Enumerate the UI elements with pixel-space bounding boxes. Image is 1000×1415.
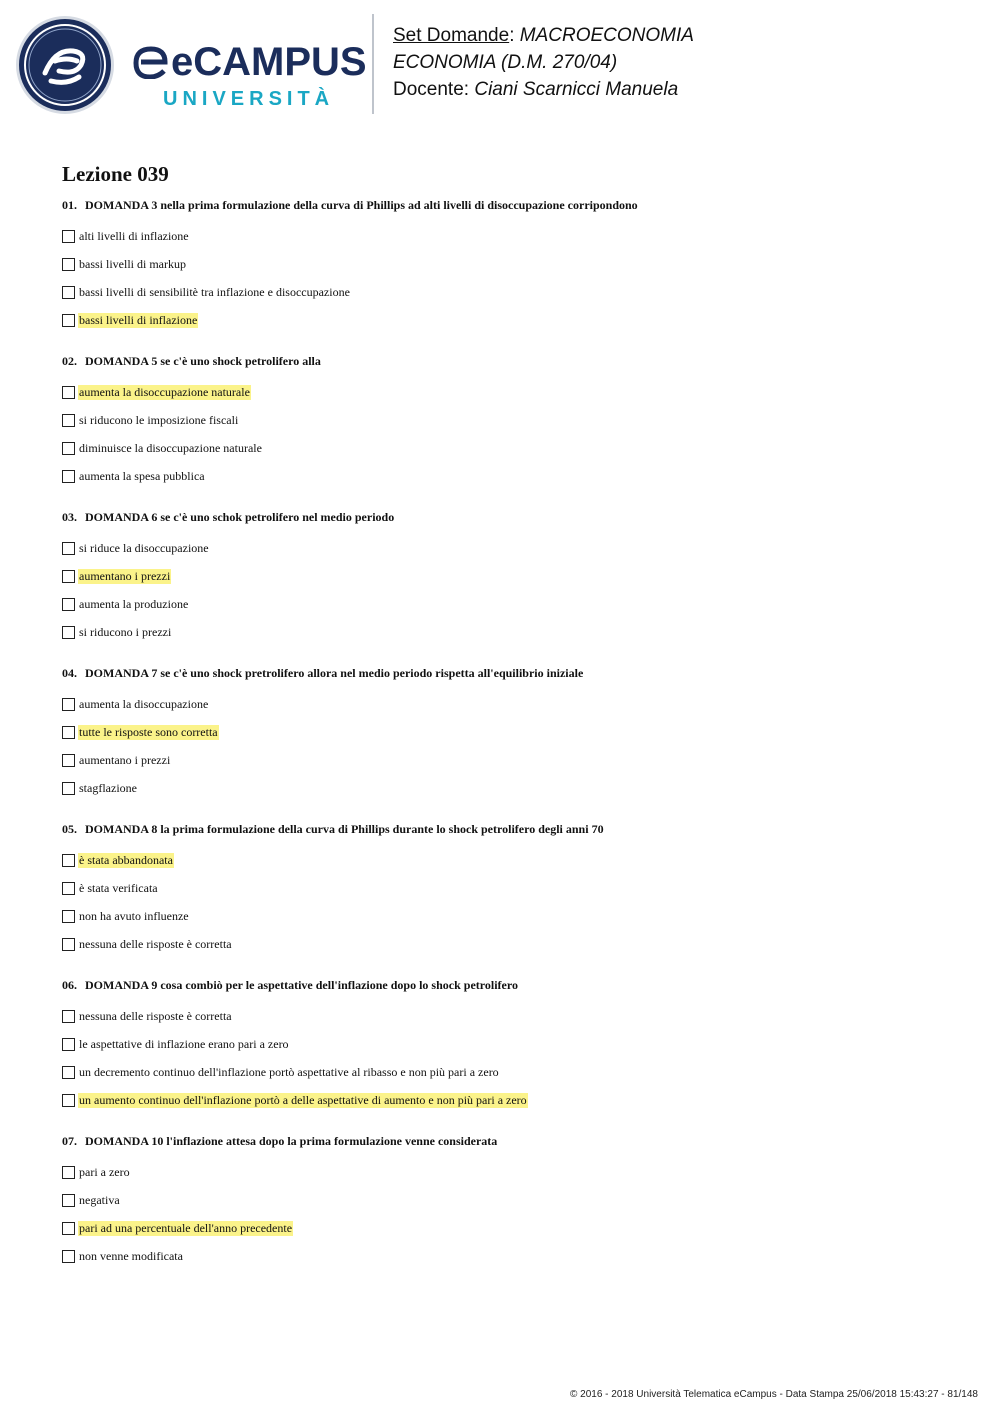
answer-checkbox[interactable] (62, 258, 75, 271)
answer-text: non venne modificata (79, 1248, 183, 1263)
answer-text: aumenta la disoccupazione (79, 696, 209, 711)
answer-text-highlighted: è stata abbandonata (79, 852, 173, 867)
answer-checkbox[interactable] (62, 286, 75, 299)
answer-checkbox[interactable] (62, 570, 75, 583)
answer-checkbox[interactable] (62, 726, 75, 739)
answer-option[interactable] (62, 1158, 962, 1186)
set-value: MACROECONOMIA (519, 25, 694, 46)
answer-option[interactable] (62, 278, 962, 306)
set-label: Set Domande (393, 25, 510, 46)
question-text: DOMANDA 6 se c'è uno schok petrolifero nel medio periodo (85, 510, 395, 524)
answer-checkbox[interactable] (62, 626, 75, 639)
teacher-line: Docente: Ciani Scarnicci Manuela (393, 79, 679, 100)
answer-text-highlighted: aumenta la disoccupazione naturale (79, 384, 250, 399)
answer-text: bassi livelli di markup (79, 256, 186, 271)
question-block (62, 1133, 962, 1270)
lesson-title: Lezione 039 (62, 162, 169, 186)
question-title (62, 197, 962, 213)
answer-option[interactable] (62, 406, 962, 434)
answer-text-highlighted: aumentano i prezzi (79, 568, 171, 583)
answer-option[interactable] (62, 930, 962, 958)
answer-text: nessuna delle risposte è corretta (79, 1008, 232, 1023)
answer-checkbox[interactable] (62, 1010, 75, 1023)
answer-option[interactable] (62, 434, 962, 462)
question-number: 02. (62, 354, 77, 368)
answer-option[interactable] (62, 874, 962, 902)
answer-option[interactable] (62, 590, 962, 618)
answer-option[interactable] (62, 1242, 962, 1270)
answer-text: pari a zero (79, 1164, 130, 1179)
answer-text-highlighted: pari ad una percentuale dell'anno precedente (79, 1220, 293, 1235)
question-text: DOMANDA 9 cosa combiò per le aspettative dell'inflazione dopo lo shock petrolifero (85, 978, 518, 992)
header-info (393, 22, 694, 103)
question-number: 03. (62, 510, 77, 524)
answer-option[interactable] (62, 846, 962, 874)
answer-option[interactable] (62, 718, 962, 746)
answer-checkbox[interactable] (62, 782, 75, 795)
question-text: DOMANDA 8 la prima formulazione della curva di Phillips durante lo shock petrolifero degli anni 70 (85, 822, 604, 836)
ecampus-wordmark (133, 40, 367, 111)
answer-option[interactable] (62, 1030, 962, 1058)
answer-text: si riducono le imposizione fiscali (79, 412, 239, 427)
answer-text-highlighted: bassi livelli di inflazione (79, 312, 198, 327)
question-block (62, 353, 962, 490)
teacher-value: Ciani Scarnicci Manuela (474, 79, 679, 100)
question-title (62, 821, 962, 837)
course-name: ECONOMIA (D.M. 270/04) (393, 52, 618, 73)
answer-text: si riducono i prezzi (79, 624, 172, 639)
answer-checkbox[interactable] (62, 1038, 75, 1051)
answer-text-highlighted: tutte le risposte sono corretta (79, 724, 218, 739)
answer-checkbox[interactable] (62, 754, 75, 767)
answer-option[interactable] (62, 1058, 962, 1086)
answer-text-highlighted: un aumento continuo dell'inflazione portò a delle aspettative di aumento e non più pari a zero (79, 1092, 527, 1107)
answer-option[interactable] (62, 1086, 962, 1114)
answer-text: aumentano i prezzi (79, 752, 171, 767)
answer-option[interactable] (62, 1002, 962, 1030)
answer-text: un decremento continuo dell'inflazione portò aspettative al ribasso e non più pari a zero (79, 1064, 499, 1079)
answer-text: le aspettative di inflazione erano pari a zero (79, 1036, 289, 1051)
question-title (62, 665, 962, 681)
answer-checkbox[interactable] (62, 1066, 75, 1079)
answer-checkbox[interactable] (62, 910, 75, 923)
answer-checkbox[interactable] (62, 470, 75, 483)
course-line (393, 49, 694, 76)
answer-option[interactable] (62, 774, 962, 802)
header-divider (372, 14, 374, 114)
question-block (62, 665, 962, 802)
answer-checkbox[interactable] (62, 1166, 75, 1179)
answer-text: nessuna delle risposte è corretta (79, 936, 232, 951)
answer-checkbox[interactable] (62, 938, 75, 951)
answer-checkbox[interactable] (62, 542, 75, 555)
answer-checkbox[interactable] (62, 882, 75, 895)
answer-checkbox[interactable] (62, 414, 75, 427)
answer-option[interactable] (62, 378, 962, 406)
answer-text: aumenta la spesa pubblica (79, 468, 205, 483)
question-number: 06. (62, 978, 77, 992)
answer-text: è stata verificata (79, 880, 158, 895)
question-block (62, 509, 962, 646)
answer-checkbox[interactable] (62, 598, 75, 611)
question-text: DOMANDA 7 se c'è uno shock pretrolifero allora nel medio periodo rispetta all'equilibrio iniziale (85, 666, 584, 680)
answer-option[interactable] (62, 462, 962, 490)
answer-text: negativa (79, 1192, 120, 1207)
set-line: Set Domande: MACROECONOMIA (393, 25, 694, 46)
question-number: 01. (62, 198, 77, 212)
question-text: DOMANDA 5 se c'è uno shock petrolifero alla (85, 354, 321, 368)
answer-option[interactable] (62, 562, 962, 590)
question-title (62, 509, 962, 525)
brand-subtext: UNIVERSITÀ (163, 88, 335, 110)
answer-checkbox[interactable] (62, 230, 75, 243)
ecampus-seal-logo (15, 15, 115, 115)
answer-text: diminuisce la disoccupazione naturale (79, 440, 262, 455)
answer-text: stagflazione (79, 780, 137, 795)
answer-checkbox[interactable] (62, 1094, 75, 1107)
answer-checkbox[interactable] (62, 698, 75, 711)
answer-option[interactable] (62, 746, 962, 774)
teacher-label: Docente (393, 79, 464, 100)
answer-text: bassi livelli di sensibilitè tra inflazione e disoccupazione (79, 284, 350, 299)
question-text: DOMANDA 10 l'inflazione attesa dopo la prima formulazione venne considerata (85, 1134, 498, 1148)
answer-option[interactable] (62, 534, 962, 562)
question-text: DOMANDA 3 nella prima formulazione della curva di Phillips ad alti livelli di disoccupazione corripondono (85, 198, 638, 212)
question-block (62, 821, 962, 958)
question-title (62, 977, 962, 993)
question-number: 07. (62, 1134, 77, 1148)
question-title (62, 1133, 962, 1149)
question-number: 04. (62, 666, 77, 680)
answer-text: si riduce la disoccupazione (79, 540, 209, 555)
answer-checkbox[interactable] (62, 1194, 75, 1207)
answer-checkbox[interactable] (62, 314, 75, 327)
question-block (62, 197, 962, 334)
answer-option[interactable] (62, 1214, 962, 1242)
answer-checkbox[interactable] (62, 854, 75, 867)
answer-checkbox[interactable] (62, 1222, 75, 1235)
answer-checkbox[interactable] (62, 1250, 75, 1263)
footer-text: © 2016 - 2018 Università Telematica eCampus - Data Stampa 25/06/2018 15:43:27 - 81/148 (570, 1389, 978, 1400)
answer-option[interactable] (62, 1186, 962, 1214)
question-block (62, 977, 962, 1114)
answer-text: aumenta la produzione (79, 596, 189, 611)
question-number: 05. (62, 822, 77, 836)
answer-checkbox[interactable] (62, 386, 75, 399)
question-list (62, 197, 962, 1289)
answer-option[interactable] (62, 306, 962, 334)
answer-checkbox[interactable] (62, 442, 75, 455)
answer-option[interactable] (62, 250, 962, 278)
answer-text: alti livelli di inflazione (79, 228, 189, 243)
answer-option[interactable] (62, 902, 962, 930)
answer-text: non ha avuto influenze (79, 908, 189, 923)
brand-text: eCAMPUS (171, 40, 367, 84)
answer-option[interactable] (62, 618, 962, 646)
brand-name (133, 40, 367, 84)
answer-option[interactable] (62, 690, 962, 718)
answer-option[interactable] (62, 222, 962, 250)
question-title (62, 353, 962, 369)
brand-e-icon (133, 45, 169, 79)
